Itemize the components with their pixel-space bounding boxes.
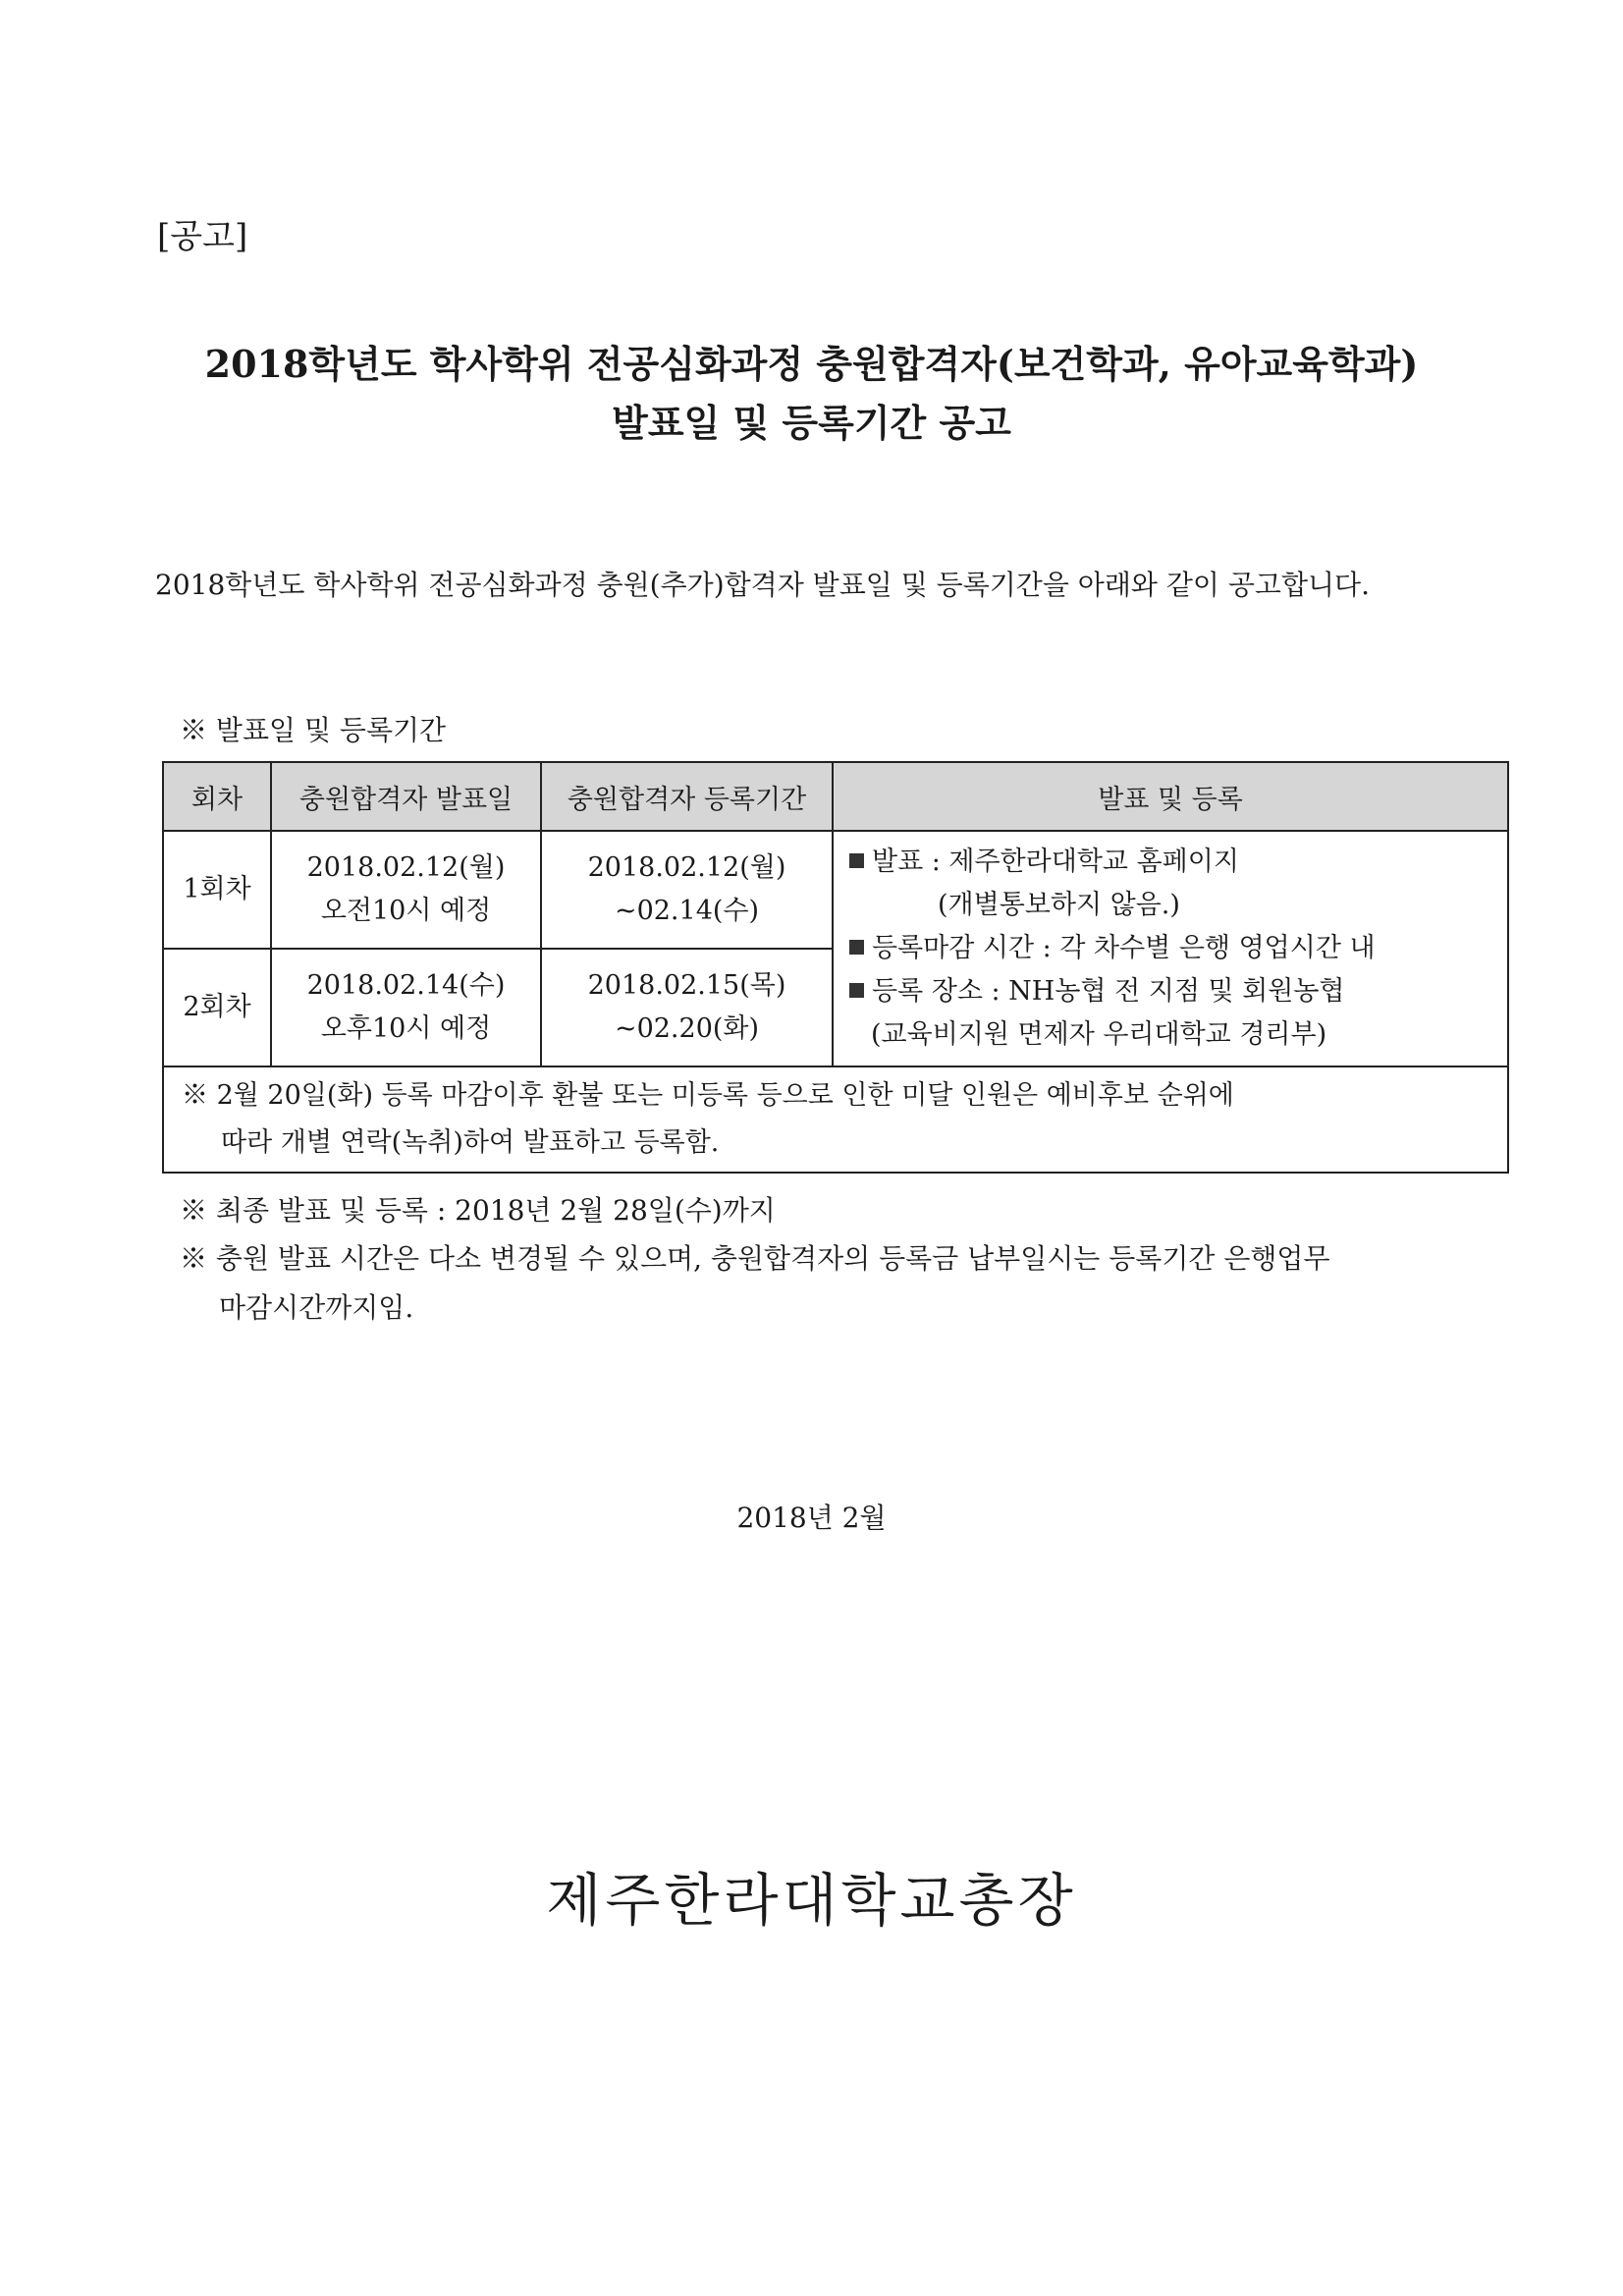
info-announce: 발표 : 제주한라대학교 홈페이지 bbox=[872, 847, 1239, 877]
register-period-cell bbox=[541, 949, 833, 1066]
announce-date-cell bbox=[271, 949, 541, 1066]
header-announce-date: 충원합격자 발표일 bbox=[271, 762, 541, 831]
footnote-time-change-line2: 마감시간까지임. bbox=[219, 1291, 414, 1324]
announce-time: 오전10시 예정 bbox=[320, 896, 492, 926]
round-cell: 2회차 bbox=[163, 949, 271, 1066]
square-bullet-icon bbox=[849, 853, 864, 868]
intro-paragraph: 2018학년도 학사학위 전공심화과정 충원(추가)합격자 발표일 및 등록기간을 아래와 같이 공고합니다. bbox=[155, 569, 1370, 601]
section-heading: ※ 발표일 및 등록기간 bbox=[180, 714, 447, 746]
announce-time: 오후10시 예정 bbox=[320, 1013, 492, 1044]
table-note-line1: ※ 2월 20일(화) 등록 마감이후 환불 또는 미등록 등으로 인한 미달 인원은 예비후보 순위에 bbox=[182, 1080, 1234, 1111]
signature: 제주한라대학교총장 bbox=[546, 1867, 1077, 1934]
document-title-line1: 2018학년도 학사학위 전공심화과정 충원합격자(보건학과, 유아교육학과) bbox=[204, 342, 1419, 386]
notice-tag: [공고] bbox=[157, 217, 248, 256]
announce-date-cell bbox=[271, 831, 541, 949]
info-location: 등록 장소 : NH농협 전 지점 및 회원농협 bbox=[872, 976, 1345, 1007]
header-announce-register: 발표 및 등록 bbox=[833, 762, 1508, 831]
info-deadline: 등록마감 시간 : 각 차수별 은행 영업시간 내 bbox=[872, 933, 1376, 963]
register-start: 2018.02.15(목) bbox=[587, 970, 786, 1001]
register-period-cell bbox=[541, 831, 833, 949]
header-round: 회차 bbox=[163, 762, 271, 831]
schedule-table bbox=[162, 761, 1509, 1174]
info-announce-note: (개별통보하지 않음.) bbox=[938, 890, 1180, 920]
footnote-time-change bbox=[180, 1234, 1535, 1333]
table-header-row bbox=[163, 762, 1508, 831]
document-date: 2018년 2월 bbox=[736, 1502, 887, 1534]
table-note-row bbox=[163, 1066, 1508, 1173]
header-register-period: 충원합격자 등록기간 bbox=[541, 762, 833, 831]
announce-date: 2018.02.12(월) bbox=[306, 852, 506, 883]
footnote-final-date: ※ 최종 발표 및 등록 : 2018년 2월 28일(수)까지 bbox=[180, 1194, 776, 1227]
register-end: ~02.14(수) bbox=[614, 896, 760, 926]
square-bullet-icon bbox=[849, 940, 864, 955]
round-cell: 1회차 bbox=[163, 831, 271, 949]
square-bullet-icon bbox=[849, 983, 864, 998]
document-title-line2: 발표일 및 등록기간 공고 bbox=[612, 401, 1011, 445]
announce-register-info bbox=[833, 831, 1508, 1066]
table-note-line2: 따라 개별 연락(녹취)하여 발표하고 등록함. bbox=[221, 1127, 720, 1158]
table-row bbox=[163, 831, 1508, 949]
info-location-note: (교육비지원 면제자 우리대학교 경리부) bbox=[871, 1019, 1327, 1050]
table-note bbox=[163, 1066, 1508, 1173]
footnote-time-change-line1: ※ 충원 발표 시간은 다소 변경될 수 있으며, 충원합격자의 등록금 납부일시는 등록기간 은행업무 bbox=[180, 1242, 1330, 1275]
register-start: 2018.02.12(월) bbox=[587, 852, 786, 883]
announce-date: 2018.02.14(수) bbox=[306, 970, 506, 1001]
register-end: ~02.20(화) bbox=[614, 1013, 760, 1044]
